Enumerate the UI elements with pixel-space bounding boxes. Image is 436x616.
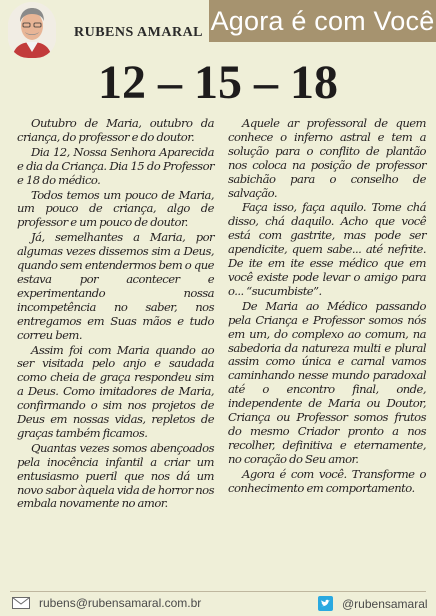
email-address[interactable]: rubens@rubensamaral.com.br [39,596,202,610]
paragraph: Agora é com você. Transforme o conhecimento em comportamento. [228,466,426,495]
header [0,0,436,46]
footer [0,591,436,616]
twitter-handle[interactable]: @rubensamaral [342,596,428,611]
footer-twitter[interactable] [318,596,428,611]
footer-email[interactable] [12,596,201,610]
footer-divider [10,591,426,592]
paragraph: Quantas vezes somos abençoados pela inocência infantil a criar um entusiasmo pueril que nos dá um novo sabor àquela vida de horror nos embala novamente no amor. [17,440,214,511]
article-title: 12 – 15 – 18 [98,56,338,109]
paragraph: Assim foi com Maria quando ao ser visitada pelo anjo e saudada como cheia de graça respondeu sim a Deus. Como imitadores de Maria, confirmando o sim nos projetos de Deus em nossas vidas, repletos de graças também ficamos. [17,342,214,440]
paragraph: Já, semelhantes a Maria, por algumas vezes dissemos sim a Deus, quando sem entendermos bem o que estava por acontecer e experimentando nossa incompetência no saber, nos entregamos em Suas mãos e tudo correu bem. [17,230,214,342]
paragraph: Todos temos um pouco de Maria, um pouco de criança, algo de professor e um pouco de doutor. [17,187,214,230]
twitter-bird-icon [318,596,333,611]
paragraph: Dia 12, Nossa Senhora Aparecida e dia da Criança. Dia 15 do Professor e 18 do médico. [17,144,214,187]
paragraph: Outubro de Maria, outubro da criança, do professor e do doutor. [17,116,214,144]
column-banner: Agora é com Você [209,0,436,42]
paragraph: Faça isso, faça aquilo. Tome chá disso, chá daquilo. Acho que você está com gastrite, mas pode ser apendicite, quem sabe... até nefrite. De ite em ite esse médico que em você existe pode levar o amigo para o... “sucumbiste”. [228,200,426,298]
author-avatar [8,2,56,58]
article-column-left [17,117,214,512]
paragraph: De Maria ao Médico passando pela Criança e Professor somos nós em um, do complexo ao comum, na sabedoria da natureza multi e plural assim como única e carnal vamos caminhando nesse mundo paradoxal até o encontro final, onde, independente de Maria ou Doutor, Criança ou Professor somos frutos do mesmo Criador pronto a nos recolher, definitiva e eternamente, no coração do Seu amor. [228,298,426,466]
author-name: RUBENS AMARAL [74,25,204,40]
envelope-icon [12,597,30,609]
article-column-right [228,117,426,496]
paragraph: Aquele ar professoral de quem conhece o inferno astral e tem a solução para o conflito de plantão nos coloca na posição de professor sabichão para o conselho de salvação. [228,116,426,200]
